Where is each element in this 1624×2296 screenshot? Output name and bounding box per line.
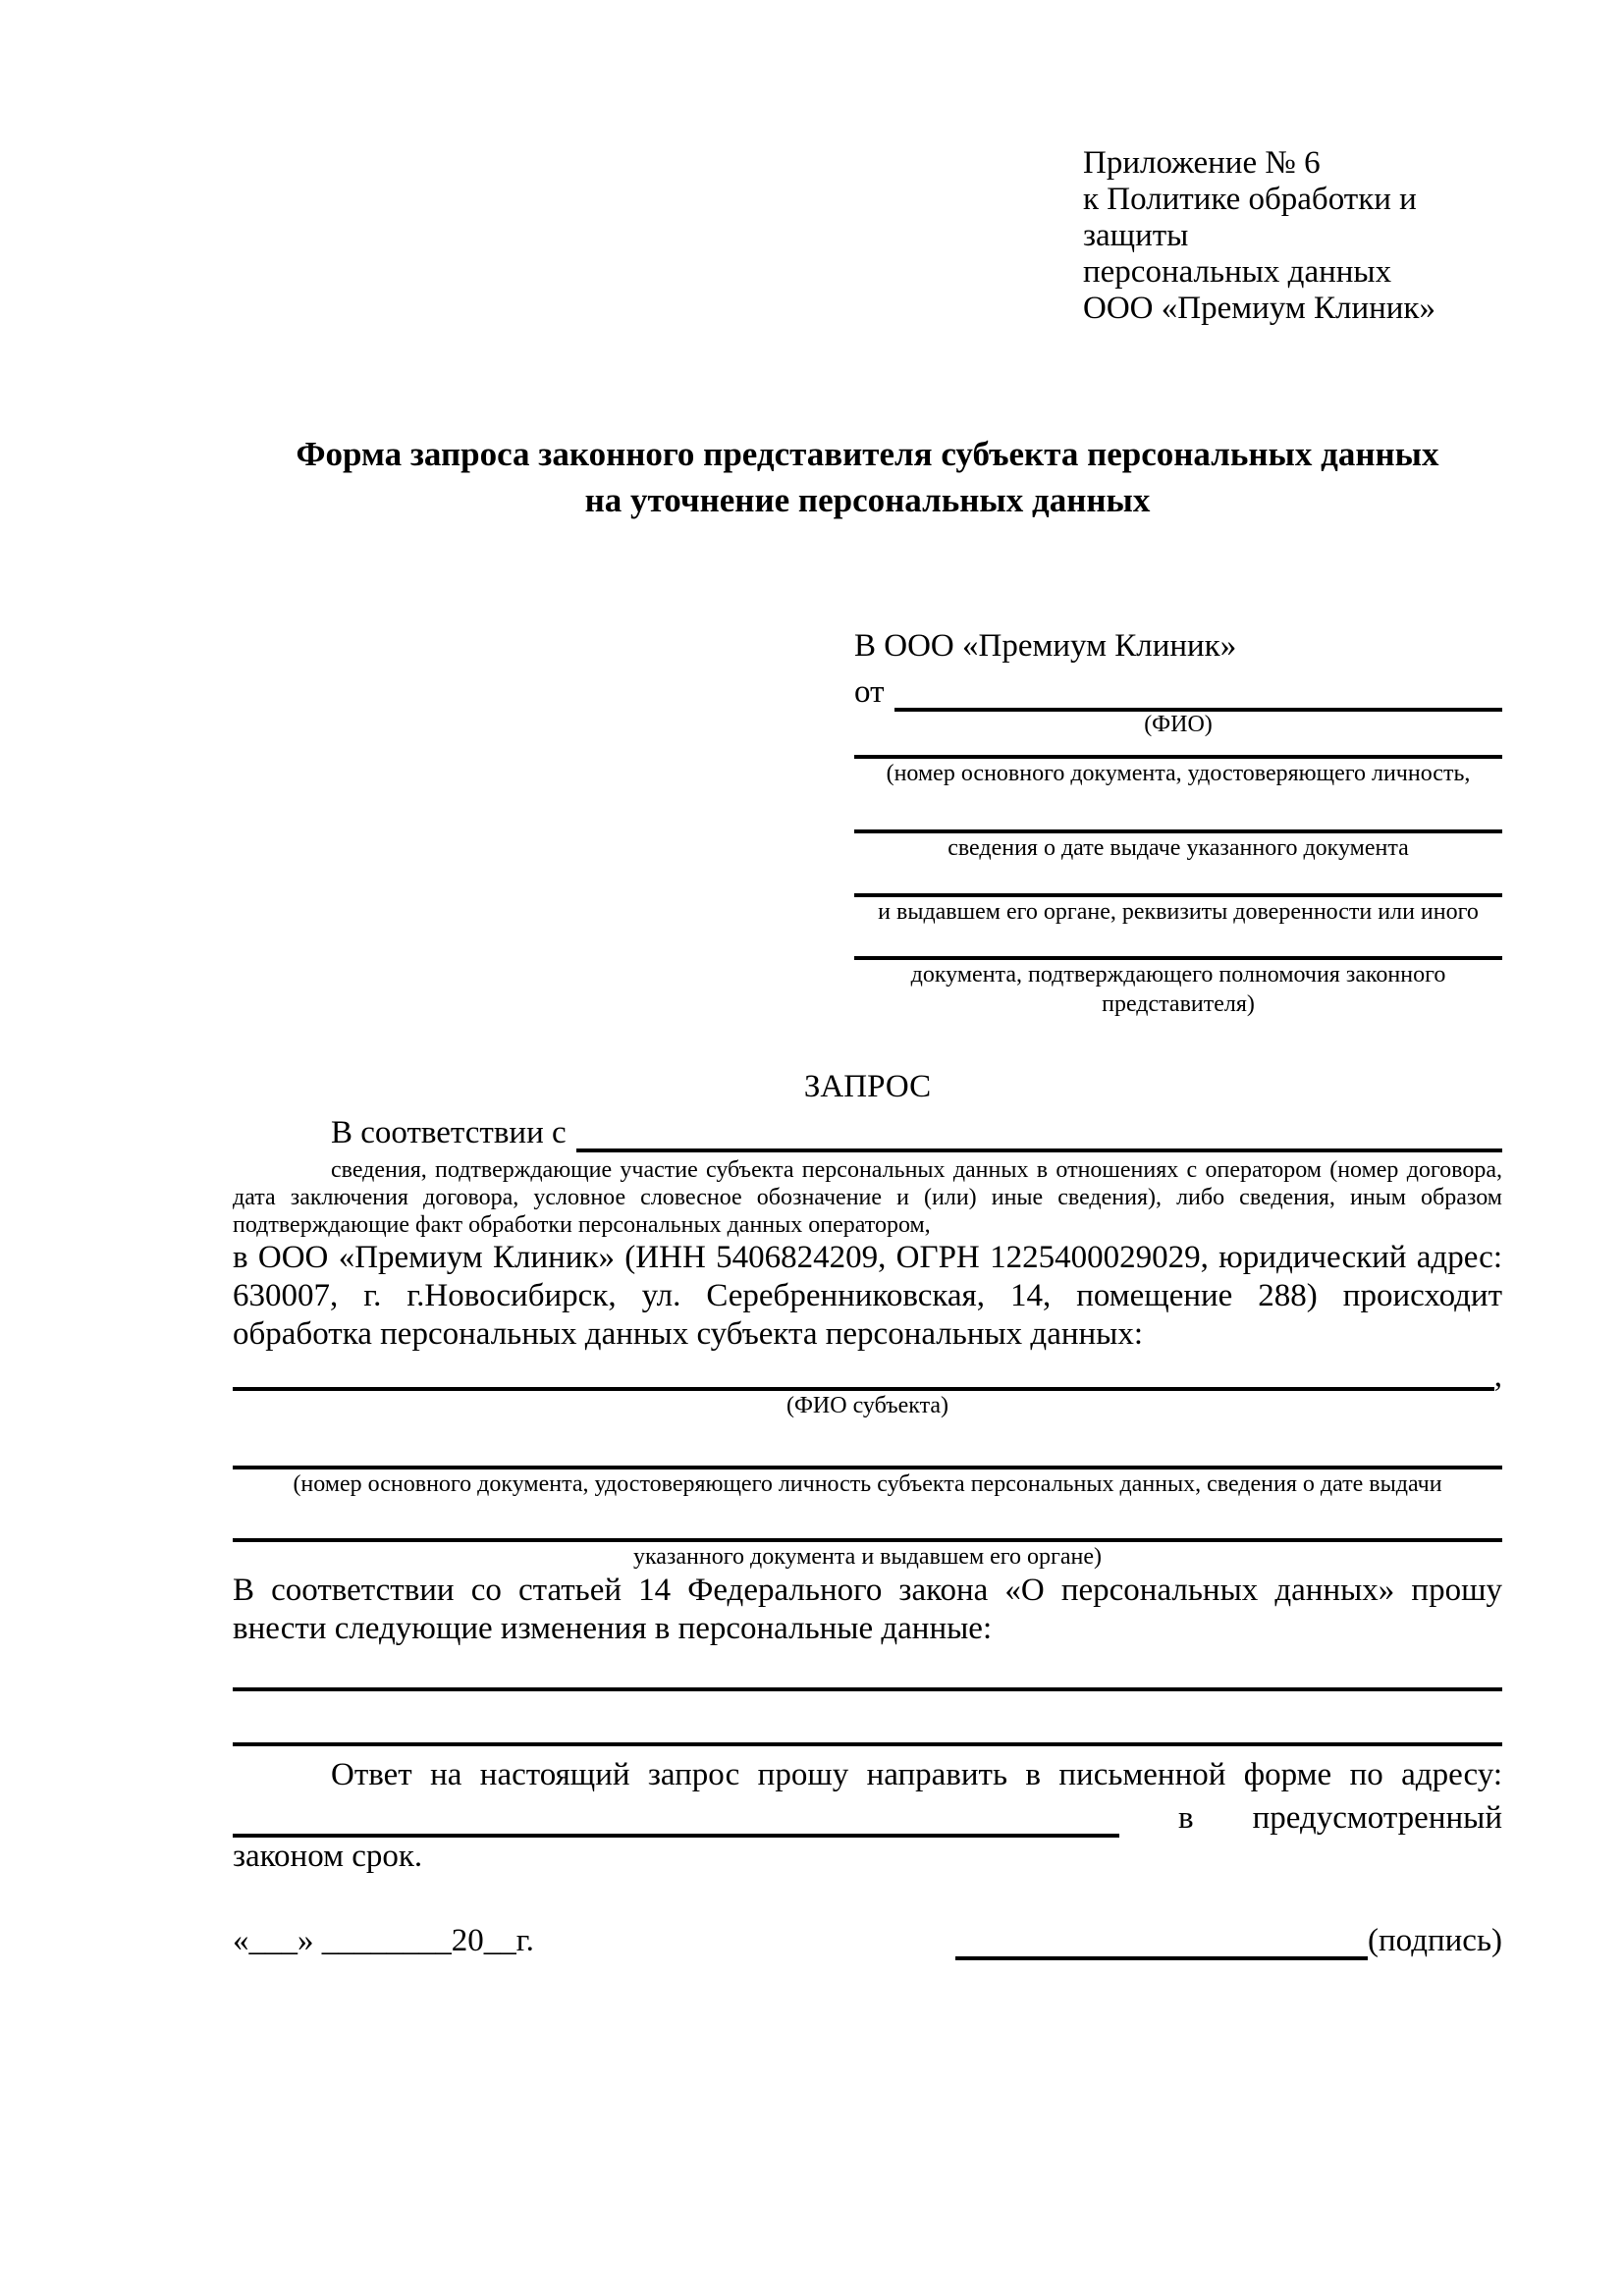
reply-address-row [233,1794,1502,1838]
subject-doc-caption-1: (номер основного документа, удостоверяющего личность субъекта персональных данных, сведения о дате выдачи [293,1471,1442,1497]
subject-fio-fill-line [233,1358,1494,1391]
reply-word-term: предусмотренный [1252,1800,1502,1836]
representative-doc-fill-line [854,863,1502,897]
signature-caption: (подпись) [1368,1923,1502,1958]
reply-address-fill-line [233,1796,1119,1838]
appendix-note-line: персональных данных [1083,254,1392,290]
date-signature-row [233,1921,1502,1960]
representative-doc-caption: документа, подтверждающего полномочия законного представителя) [910,962,1446,1017]
addressee-org: В ООО «Премиум Клиник» [854,628,1237,664]
reply-paragraph-line-1: Ответ на настоящий запрос прошу направить в письменной форме по адресу: [331,1757,1502,1792]
appendix-note-line: ООО «Премиум Клиник» [1083,291,1435,326]
reply-word-v: в [1178,1800,1194,1836]
signature-group [955,1921,1502,1960]
date-blank: «___» ________20__г. [233,1923,534,1958]
according-fill-line [576,1115,1502,1152]
fio-caption: (ФИО) [1144,712,1213,737]
reply-paragraph-line-3: законом срок. [233,1839,423,1874]
subject-fio-comma: , [1493,1359,1502,1394]
amendment-paragraph: В соответствии со статьей 14 Федерального закона «О персональных данных» прошу внести следующие изменения в персональные данные: [233,1573,1502,1646]
subject-doc-fill-line [233,1499,1502,1542]
appendix-note-line: Приложение № 6 [1083,145,1321,181]
document-title-line-2: на уточнение персональных данных [584,481,1151,519]
document-title-line-1: Форма запроса законного представителя субъекта персональных данных [296,435,1439,473]
request-heading: ЗАПРОС [803,1069,932,1104]
representative-doc-fill-line [854,927,1502,960]
appendix-note [1083,145,1502,327]
subject-fio-row [233,1358,1502,1394]
representative-doc-fill-line [854,788,1502,833]
from-row [854,667,1502,712]
amendment-fill-line [233,1648,1502,1691]
addressee-block [854,627,1502,1019]
representative-doc-caption: и выдавшем его органе, реквизиты доверенности или иного [878,899,1479,925]
appendix-note-line: к Политике обработки и защиты [1083,182,1417,253]
document-title [233,431,1502,523]
subject-doc-caption-2: указанного документа и выдавшем его органе) [632,1544,1103,1570]
according-label: В соответствии с [331,1115,567,1150]
signature-fill-line [955,1921,1368,1960]
from-fill-line [894,672,1503,712]
representative-doc-fill-line [854,737,1502,759]
amendment-fill-line [233,1691,1502,1746]
representative-doc-caption: сведения о дате выдаче указанного документа [947,835,1409,861]
from-label: от [854,674,885,710]
representative-doc-caption: (номер основного документа, удостоверяющего личность, [886,761,1471,786]
subject-doc-fill-line [233,1420,1502,1469]
subject-fio-caption: (ФИО субъекта) [785,1393,949,1418]
operator-paragraph: в ООО «Премиум Клиник» (ИНН 5406824209, ОГРН 1225400029029, юридический адрес: 630007, г. г.Новосибирск, ул. Серебренниковская, 14, помещение 288) происходит обработка персональных данных субъекта персональных данных: [233,1240,1502,1352]
according-row [233,1113,1502,1152]
operator-footnote: сведения, подтверждающие участие субъекта персональных данных в отношениях с оператором (номер договора, дата заключения договора, условное словесное обозначение и (или) иные сведения), либо сведения, иным образом подтверждающие факт обработки персональных данных оператором, [233,1157,1502,1238]
